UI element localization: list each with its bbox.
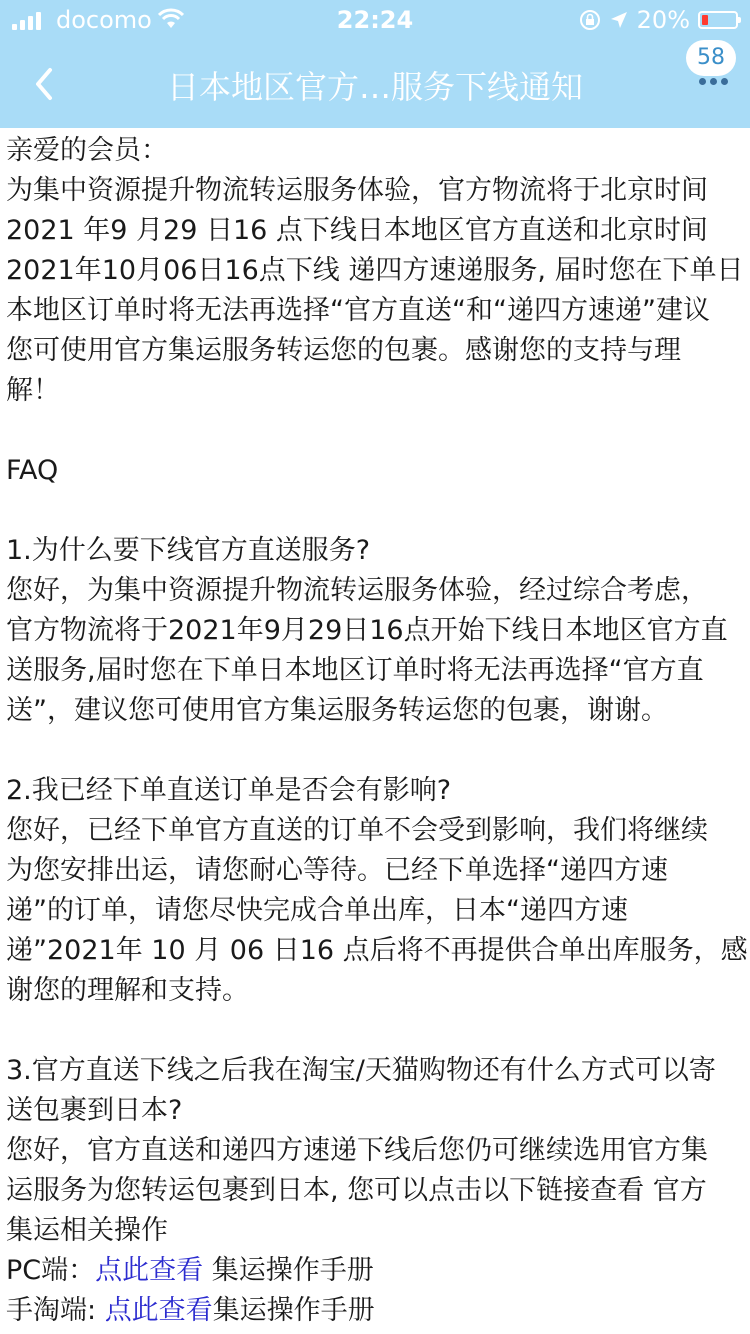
faq-answer-1-line: 官方物流将于2021年9月29日16点开始下线日本地区官方直 [6, 615, 728, 646]
pc-view-link[interactable]: 点此查看 [95, 1255, 204, 1286]
greeting: 亲爱的会员： [6, 135, 168, 166]
faq-answer-3-line: 您好，官方直送和递四方速递下线后您仍可继续选用官方集 [6, 1135, 708, 1166]
article-body [6, 131, 748, 1331]
intro-line: 2021 年9 月29 日16 点下线日本地区官方直送和北京时间 [6, 215, 708, 246]
mobile-manual-text: 集运操作手册 [212, 1295, 375, 1326]
header-bar [0, 0, 750, 128]
mobile-label: 手淘端: [6, 1295, 105, 1326]
mobile-view-link[interactable]: 点此查看 [104, 1295, 213, 1326]
intro-line: 为集中资源提升物流转运服务体验，官方物流将于北京时间 [6, 175, 708, 206]
faq-question-3-line: 3.官方直送下线之后我在淘宝/天猫购物还有什么方式可以寄 [6, 1055, 716, 1086]
faq-question-1: 1.为什么要下线官方直送服务? [6, 535, 371, 566]
faq-answer-1-line: 送服务,届时您在下单日本地区订单时将无法再选择“官方直 [6, 655, 704, 686]
faq-question-2: 2.我已经下单直送订单是否会有影响? [6, 775, 452, 806]
intro-line: 本地区订单时将无法再选择“官方直送“和“递四方速递”建议 [6, 295, 710, 326]
back-chevron-icon[interactable] [26, 64, 66, 104]
faq-question-3-line: 送包裹到日本? [6, 1095, 183, 1126]
faq-answer-2-line: 递”的订单，请您尽快完成合单出库，日本“递四方速 [6, 895, 628, 926]
lock-rotation-icon [579, 9, 601, 31]
faq-answer-2-line: 递”2021年 10 月 06 日16 点后将不再提供合单出库服务，感 [6, 935, 748, 966]
message-count-badge: 58 [686, 40, 736, 76]
pc-manual-text: 集运操作手册 [203, 1255, 374, 1286]
faq-answer-3-line: 集运相关操作 [6, 1215, 168, 1246]
pc-manual-row [6, 1251, 748, 1291]
pc-label: PC端： [6, 1255, 96, 1286]
faq-answer-1-line: 送”，建议您可使用官方集运服务转运您的包裹，谢谢。 [6, 695, 668, 726]
status-right [579, 6, 738, 34]
nav-bar [0, 40, 750, 128]
page-title: 日本地区官方…服务下线通知 [166, 68, 583, 106]
battery-percent: 20% [636, 6, 690, 34]
faq-answer-2-line: 为您安排出运，请您耐心等待。已经下单选择“递四方速 [6, 855, 668, 886]
location-icon [609, 10, 629, 30]
intro-line: 您可使用官方集运服务转运您的包裹。感谢您的支持与理 [6, 335, 681, 366]
status-time: 22:24 [336, 6, 414, 34]
faq-answer-2-line: 谢您的理解和支持。 [6, 975, 249, 1006]
carrier-name: docomo [56, 6, 152, 34]
intro-line: 解！ [6, 375, 60, 406]
faq-answer-3-line: 运服务为您转运包裹到日本, 您可以点击以下链接查看 官方 [6, 1175, 707, 1206]
mobile-manual-row [6, 1291, 748, 1331]
faq-answer-1-line: 您好，为集中资源提升物流转运服务体验，经过综合考虑， [6, 575, 708, 606]
faq-answer-2-line: 您好，已经下单官方直送的订单不会受到影响，我们将继续 [6, 815, 708, 846]
faq-heading: FAQ [6, 455, 59, 486]
status-bar [0, 0, 750, 40]
battery-icon [698, 11, 738, 29]
chat-bubble-icon[interactable] [686, 40, 736, 80]
bubble-dots [696, 78, 730, 86]
intro-line: 2021年10月06日16点下线 递四方速递服务, 届时您在下单日 [6, 255, 744, 286]
